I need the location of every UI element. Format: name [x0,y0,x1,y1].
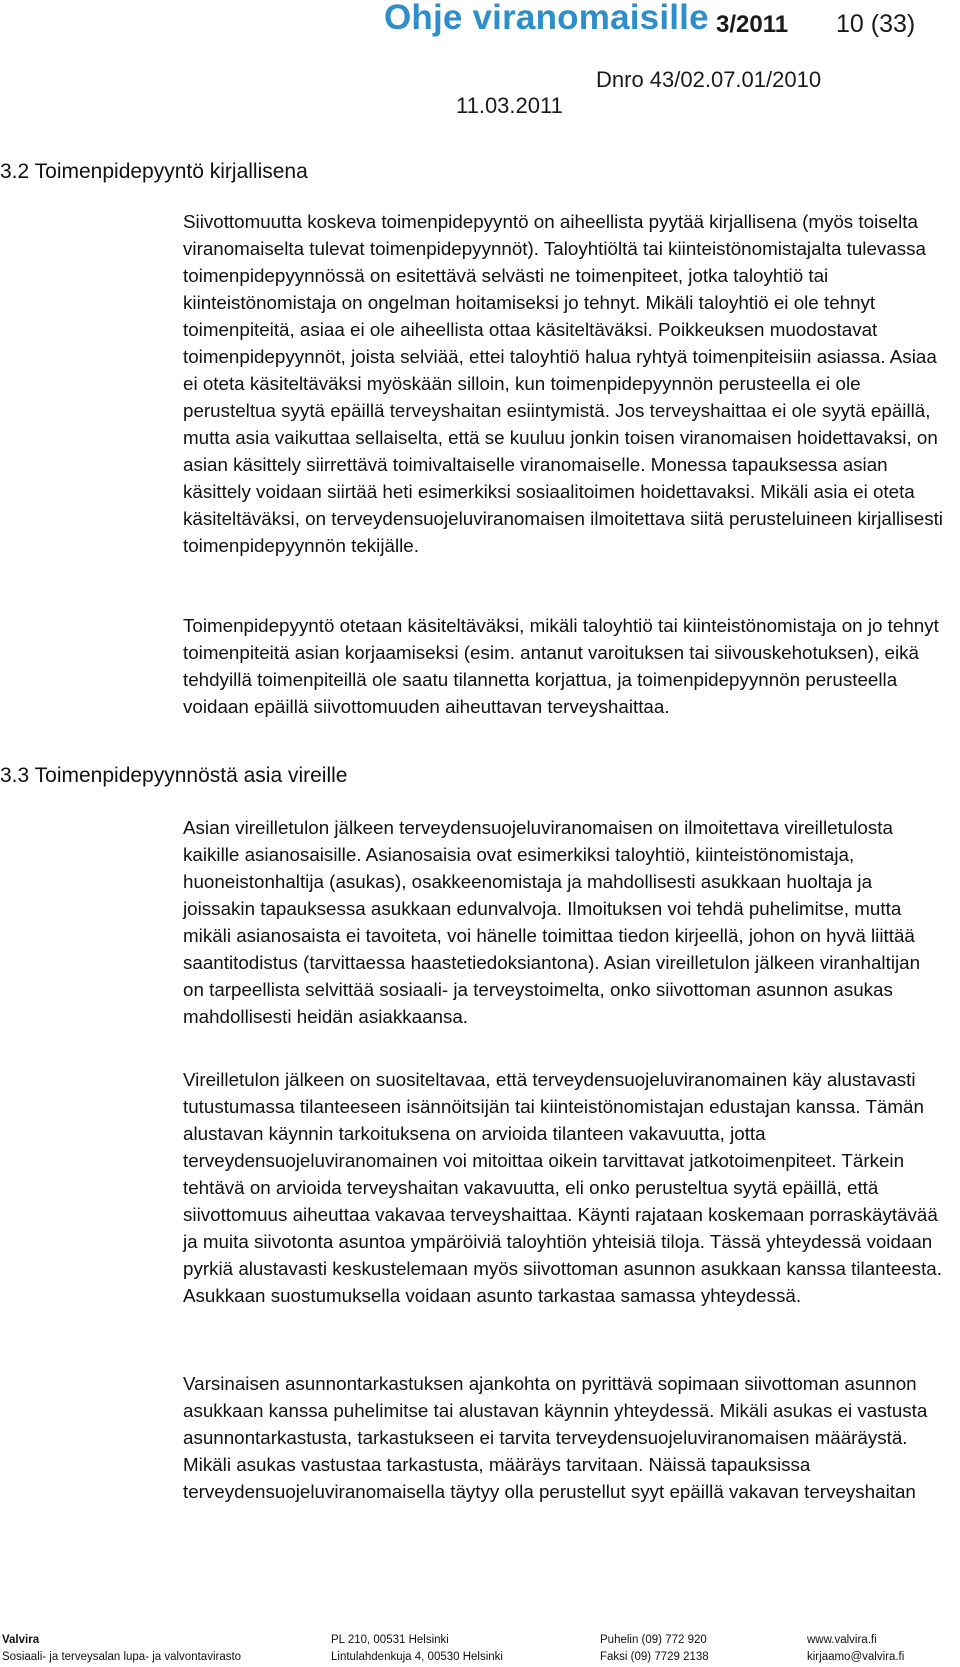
footer-org-full: Sosiaali- ja terveysalan lupa- ja valvontavirasto [2,1651,242,1663]
page-number: 10 (33) [836,10,916,38]
document-title: Ohje viranomaisille [384,0,709,37]
footer-street: Lintulahdenkuja 4, 00530 Helsinki [331,1651,503,1663]
paragraph: Toimenpidepyyntö otetaan käsiteltäväksi, mikäli taloyhtiö tai kiinteistönomistaja on jo tehnyt toimenpiteitä asian korjaamiseksi (esim. antanut varoituksen tai siivouskehotuksen), eikä tehdyillä toimenpiteillä ole saatu tilannetta korjattua, ja toimenpidepyynnön perusteella voidaan epäillä siivottomuuden aiheuttavan terveyshaittaa. [183,615,939,717]
paragraph: Varsinaisen asunnontarkastuksen ajankohta on pyrittävä sopimaan siivottoman asunnon asukkaan kanssa puhelimitse tai alustavan käynnin yhteydessä. Mikäli asukas ei vastusta asunnontarkastusta, tarkastukseen ei tarvita terveydensuojeluviranomaisen määräystä. Mikäli asukas vastustaa tarkastusta, määräys tarvitaan. Näissä tapauksissa terveydensuojeluviranomaisella täytyy olla perustellut syyt epäillä vakavan terveyshaitan [183,1373,928,1502]
footer-phone: Puhelin (09) 772 920 [600,1634,707,1646]
paragraph: Asian vireilletulon jälkeen terveydensuojeluviranomaisen on ilmoitettava vireilletulosta kaikille asianosaisille. Asianosaisia ovat esimerkiksi taloyhtiö, kiinteistönomistaja, huoneistonhaltija (asukas), osakkeenomistaja ja mahdollisesti asukkaan huoltaja ja joissakin tapauksessa asukkaan edunvalvoja. Ilmoituksen voi tehdä puhelimitse, mutta mikäli asianosaista ei tavoiteta, voi hänelle toimittaa tiedon kirjeellä, johon on hyvä liittää saantitodistus (tarvittaessa haastetiedoksiantona). Asian vireilletulon jälkeen viranhaltijan on tarpeellista selvittää sosiaali- ja terveystoimelta, onko siivottoman asunnon asukas mahdollisesti heidän asiakkaansa. [183,817,921,1027]
footer-org: Valvira [2,1634,40,1646]
footer-po-box: PL 210, 00531 Helsinki [331,1634,449,1646]
section-heading-3-2: 3.2 Toimenpidepyyntö kirjallisena [0,160,308,183]
footer-fax: Faksi (09) 7729 2138 [600,1651,709,1663]
footer-web-link[interactable]: www.valvira.fi [807,1634,877,1646]
section-heading-3-3: 3.3 Toimenpidepyynnöstä asia vireille [0,764,348,787]
record-number: Dnro 43/02.07.01/2010 [596,67,822,92]
document-date: 11.03.2011 [456,93,563,118]
document-issue: 3/2011 [716,11,789,38]
page-footer [0,1632,960,1667]
footer-email-link[interactable]: kirjaamo@valvira.fi [807,1651,905,1663]
paragraph: Siivottomuutta koskeva toimenpidepyyntö on aiheellista pyytää kirjallisena (myös toiselta viranomaiselta tulevat toimenpidepyynnöt). Taloyhtiöltä tai kiinteistönomistajalta tulevassa toimenpidepyynnössä on esitettävä selvästi ne toimenpiteet, jotka taloyhtiö tai kiinteistönomistaja on ongelman hoitamiseksi jo tehnyt. Mikäli taloyhtiö ei ole tehnyt toimenpiteitä, asiaa ei ole aiheellista ottaa käsiteltäväksi. Poikkeuksen muodostavat toimenpidepyynnöt, joista selviää, ettei taloyhtiö halua ryhtyä toimenpiteisiin asiassa. Asiaa ei oteta käsiteltäväksi myöskään silloin, kun toimenpidepyynnön perusteella ei ole perusteltua syytä epäillä terveyshaitan esiintymistä. Jos terveyshaittaa ei ole syytä epäillä, mutta asia vaikuttaa sellaiselta, että se kuuluu jonkin toisen viranomaisen hoidettavaksi, on asian käsittely siirrettävä toimivaltaiselle viranomaiselle. Monessa tapauksessa asian käsittely voidaan siirtää heti esimerkiksi sosiaalitoimen hoidettavaksi. Mikäli asia ei oteta käsiteltäväksi, on terveydensuojeluviranomaisen ilmoitettava siitä perusteluineen kirjallisesti toimenpidepyynnön tekijälle. [183,211,943,556]
paragraph: Vireilletulon jälkeen on suositeltavaa, että terveydensuojeluviranomainen käy alustavasti tutustumassa tilanteeseen isännöitsijän tai kiinteistönomistajan edustajan kanssa. Tämän alustavan käynnin tarkoituksena on arvioida tilanteen vakavuutta, jotta terveydensuojeluviranomainen voi mitoittaa oikein tarvittavat jatkotoimenpiteet. Tärkein tehtävä on arvioida terveyshaitan vakavuutta, eli onko perusteltua syytä epäillä, että siivottomuus aiheuttaa vakavaa terveyshaittaa. Käynti rajataan koskemaan porraskäytävää ja muita siivotonta asuntoa ympäröiviä taloyhtiön yhteisiä tiloja. Tässä yhteydessä voidaan pyrkiä alustavasti keskustelemaan myös siivottoman asunnon asukkaan kanssa tilanteesta. Asukkaan suostumuksella voidaan asunto tarkastaa samassa yhteydessä. [183,1069,942,1306]
